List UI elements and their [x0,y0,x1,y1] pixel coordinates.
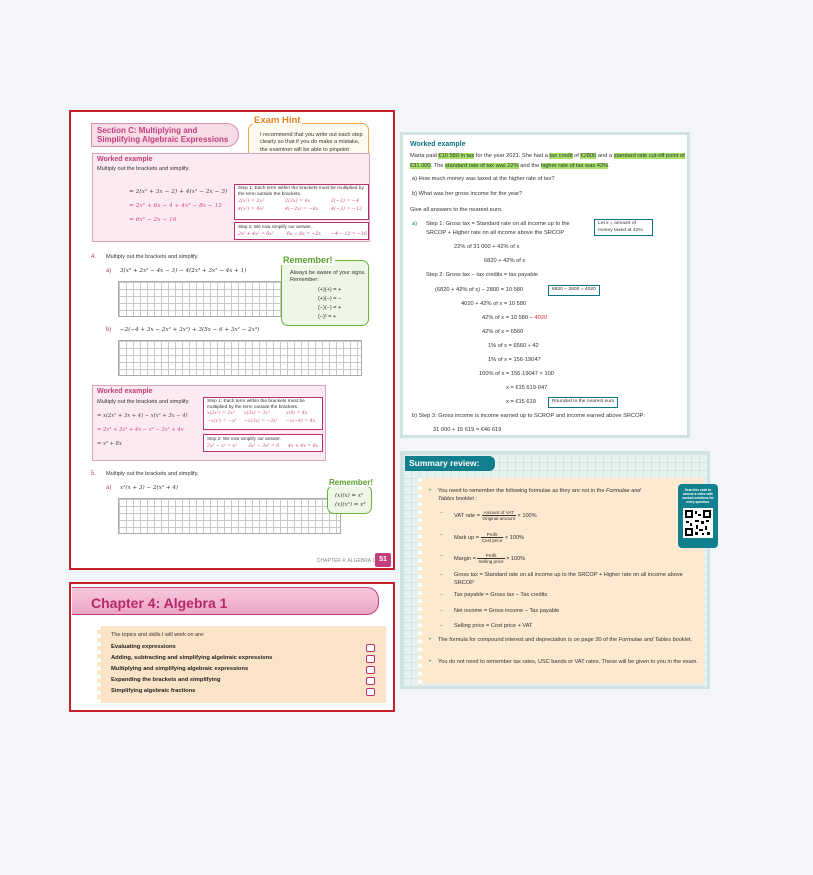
question-expression: −2(−4 + 3x − 2x² + 3x³) + 3(5x − 6 + 3x² − 2x³) [120,327,260,333]
textbook-page-51 [69,110,395,570]
question-text: Multiply out the brackets and simplify. [106,254,199,260]
topic-checkbox[interactable] [366,655,375,663]
part-label: a) [412,221,418,227]
bullet-icon: • [429,659,432,665]
worked-example-title: Worked example [97,388,153,395]
working-line: 42% of x = 10 580 − 4020 [482,315,548,321]
subtraction-note: 6820 − 2800 = 4020 [548,285,600,296]
answer-grid[interactable] [118,340,362,376]
part-label: b) [106,327,112,333]
summary-bullet: • The formula for compound interest and depreciation is on page 30 of the Formulae and Tables booklet. [429,637,693,643]
remember-text: Always be aware of your signs. Remember: [290,270,366,283]
step-3-text: b) Step 3: Gross income is income earned up to SCROP and income earned above SRCOP: [412,413,645,419]
topic-item: Multiplying and simplifying algebraic expressions [111,666,249,672]
sign-rule: (−)(−) = + [318,305,342,311]
summary-review [400,451,714,689]
working-line: = 6x² − 2x − 16 [129,217,177,223]
step-1-box [203,397,323,430]
step-1-result: 2(3x) = 6x [285,199,311,204]
topic-item: Simplifying algebraic fractions [111,688,196,694]
step-1-text: Step 1: Gross tax = Standard rate on all income up to the [426,221,570,227]
step-2-result: 2x³ − x³ = x³ [207,444,237,449]
formula-vat: – VAT rate = $\frac{\text{Amount of VAT}}{\text{Original amount}}$ × 100% [440,510,537,521]
remember-box [327,478,374,514]
step-2-result: 6x − 8x = −2x [287,232,321,237]
working-line: = 2(x² + 3x − 2) + 4(x² − 2x − 3) [129,189,228,195]
worked-example-instruction: Multiply out the brackets and simplify. [97,166,190,172]
working-line: x = €15 619 [506,399,536,405]
working-line: 6820 + 42% of x [484,258,526,264]
formula-markup: – Mark up = $\frac{\text{Profit}}{\text{Cost price}}$ × 100% [440,532,524,543]
bullet-icon: • [429,488,432,494]
worked-example-instruction: Multiply out the brackets and simplify. [97,399,190,405]
working-line: = 2x² + 6x − 4 + 4x² − 8x − 12 [129,203,222,209]
topic-checkbox[interactable] [366,677,375,685]
step-1-result: x(4) = 4x [286,411,308,416]
index-rule: (x)(x) = x² [335,493,364,499]
step-1-result: x(2x²) = 2x³ [207,411,235,416]
working-line: 42% of x = 6560 [482,329,524,335]
chapter-title: Chapter 4: Algebra 1 [91,595,228,611]
exam-hint-title: Exam Hint [254,115,301,126]
formula-margin: – Margin = $\frac{\text{Profit}}{\text{Selling price}}$ × 100% [440,553,526,564]
problem-statement: Marta paid €10 580 in tax for the year 2021. She had a tax credit of €2800 and a standard rate cut-off point of €31 000. The standard rate of tax was 22% and the higher rate of tax was 42%. [410,153,685,169]
step-2-text: Step 2: We now simplify our answer. [238,224,312,229]
working-line: = x³ + 8x [97,441,122,447]
let-x-note: Let x = amount of money taxed at 42%. [594,219,653,236]
step-2-text: Step 2: We now simplify our answer. [207,436,281,441]
chapter-intro-page [69,582,395,712]
step-2-box [234,222,369,240]
highlight: tax credit [549,153,573,159]
step-1-text: Step 1: Each term within the brackets must be multiplied by the term outside the brackets. [207,399,305,410]
summary-bullet: • You need to remember the following formulae as they are not in the Formulae and Tables booklet : [429,488,641,502]
topics-intro: The topics and skills I will work on are: [111,632,205,638]
summary-bullet: • You do not need to remember tax rates, USC bands or VAT rates. These will be given to you in the exam. [429,659,698,665]
topic-item: Adding, subtracting and simplifying algebraic expressions [111,655,273,661]
qr-caption: Scan this code to access a video with worked solutions for every question. [682,488,714,504]
step-1-result: −x(3x) = −3x² [244,419,278,424]
question-expression: x²(x + 3) − 2(x² + 4) [120,485,179,491]
tax-worked-example [400,132,690,438]
question-expression: 3(x³ + 2x² − 4x − 3) − 4(2x³ + 3x² − 4x + 1) [120,268,247,274]
step-2-box [203,434,323,452]
part-label: a) [106,268,112,274]
worked-example-title: Worked example [410,141,466,148]
index-rule: (x)(x²) = x³ [335,502,366,508]
working-line: x = €15 619·047 [506,385,548,391]
working-line: 4020 + 42% of x = 10 580 [461,301,527,307]
sign-rule: (+)(+) = + [318,287,342,293]
rounding-box: Rounded to the nearest euro [548,397,618,408]
qr-code-icon[interactable] [683,508,713,538]
bullet-icon: • [429,637,432,643]
page-number: 51 [375,553,391,567]
part-label: a) [106,485,112,491]
summary-title: Summary review: [405,456,495,471]
formula-gross-tax: – Gross tax = Standard rate on all income up to the SRCOP + Higher rate on all income above SRCOP [440,572,683,586]
rounding-note: Give all answers to the nearest euro. [410,207,503,213]
step-1-result: 4(−2x) = −8x [285,207,319,212]
worked-example-title: Worked example [97,156,153,163]
answer-grid[interactable] [118,498,341,534]
working-line: 22% of 31 000 + 42% of x [454,244,520,250]
step-1-result: −x(−4) = 4x [286,419,316,424]
sign-rule: (−)² = + [318,314,337,320]
sign-rule: (+)(−) = − [318,296,342,302]
formula-selling-price: – Selling price = Cost price + VAT [440,623,533,629]
step-1-result: 4(x²) = 4x² [238,207,265,212]
topic-item: Evaluating expressions [111,644,176,650]
question-number: 5. [91,471,97,477]
highlight: standard rate cut-off point of €31 000 [410,153,685,169]
step-2-result: 3x² − 3x² = 0 [248,444,280,449]
remember-title: Remember! [283,255,333,265]
step-1-result: 2(x²) = 2x² [238,199,265,204]
highlight: higher rate of tax was 42% [540,162,609,169]
step-1-box [234,184,369,220]
working-line: 100% of x = 156·19047 × 100 [479,371,554,377]
section-heading: Section C: Multiplying and Simplifying Algebraic Expressions [91,123,239,147]
topic-item: Expanding the brackets and simplifying [111,677,221,683]
step-1-result: 4(−3) = −12 [331,207,363,212]
step-2-result: 4x + 4x = 8x [288,444,319,449]
qr-code-card[interactable] [678,484,718,548]
working-line: = x(2x² + 3x + 4) − x(x² + 3x − 4) [97,413,188,419]
topics-card [97,626,386,703]
topic-checkbox[interactable] [366,666,375,674]
topic-checkbox[interactable] [366,688,375,696]
page-footer: CHAPTER 4: ALGEBRA 1 [316,558,375,564]
formula-net-income: – Net income = Gross income − Tax payable [440,608,560,614]
summary-note [418,478,704,684]
step-2-text: Step 2: Gross tax − tax credits = tax payable [426,272,538,278]
highlight: €10 580 in tax [438,153,475,159]
question-a: a) How much money was taxed at the higher rate of tax? [412,176,555,182]
formula-tax-payable: – Tax payable = Gross tax − Tax credits [440,592,548,598]
chapter-banner [72,587,379,615]
highlight: €2800 [580,153,597,159]
working-line: 1% of x = 156·19047 [488,357,541,363]
step-2-result: −4 − 12 = −16 [331,232,367,237]
working-line: (6820 + 42% of x) − 2800 = 10 580 [435,287,524,293]
final-answer: 31 000 + 15 619 = €46 619 [433,427,502,433]
question-b: b) What was her gross income for the year? [412,191,523,197]
question-number: 4. [91,254,97,260]
worked-example-2 [92,385,326,461]
exam-hint-text: I recommend that you write out each step clearly so that if you do make a mistake, the examiner will be able to pinpoint [260,132,363,153]
remember-box [281,255,369,326]
topic-checkbox[interactable] [366,644,375,652]
step-1-result: 2(−2) = −4 [331,199,360,204]
working-line: 1% of x = 6560 ÷ 42 [488,343,539,349]
step-1-text: SRCOP + Higher rate on all income above the SRCOP [426,230,565,236]
working-line: = 2x³ + 3x² + 4x − x³ − 3x² + 4x [97,427,184,433]
highlight: standard rate of tax was 22% [445,162,519,169]
step-2-result: 2x² + 4x² = 6x² [238,232,274,237]
question-text: Multiply out the brackets and simplify. [106,471,199,477]
remember-title: Remember! [329,478,374,487]
step-1-result: x(3x) = 3x² [244,411,270,416]
step-1-result: −x(x²) = −x³ [207,419,237,424]
worked-example-1 [92,153,370,242]
step-1-text: Step 1: Each term within the brackets must be multiplied by the term outside the brackets. [238,186,364,197]
